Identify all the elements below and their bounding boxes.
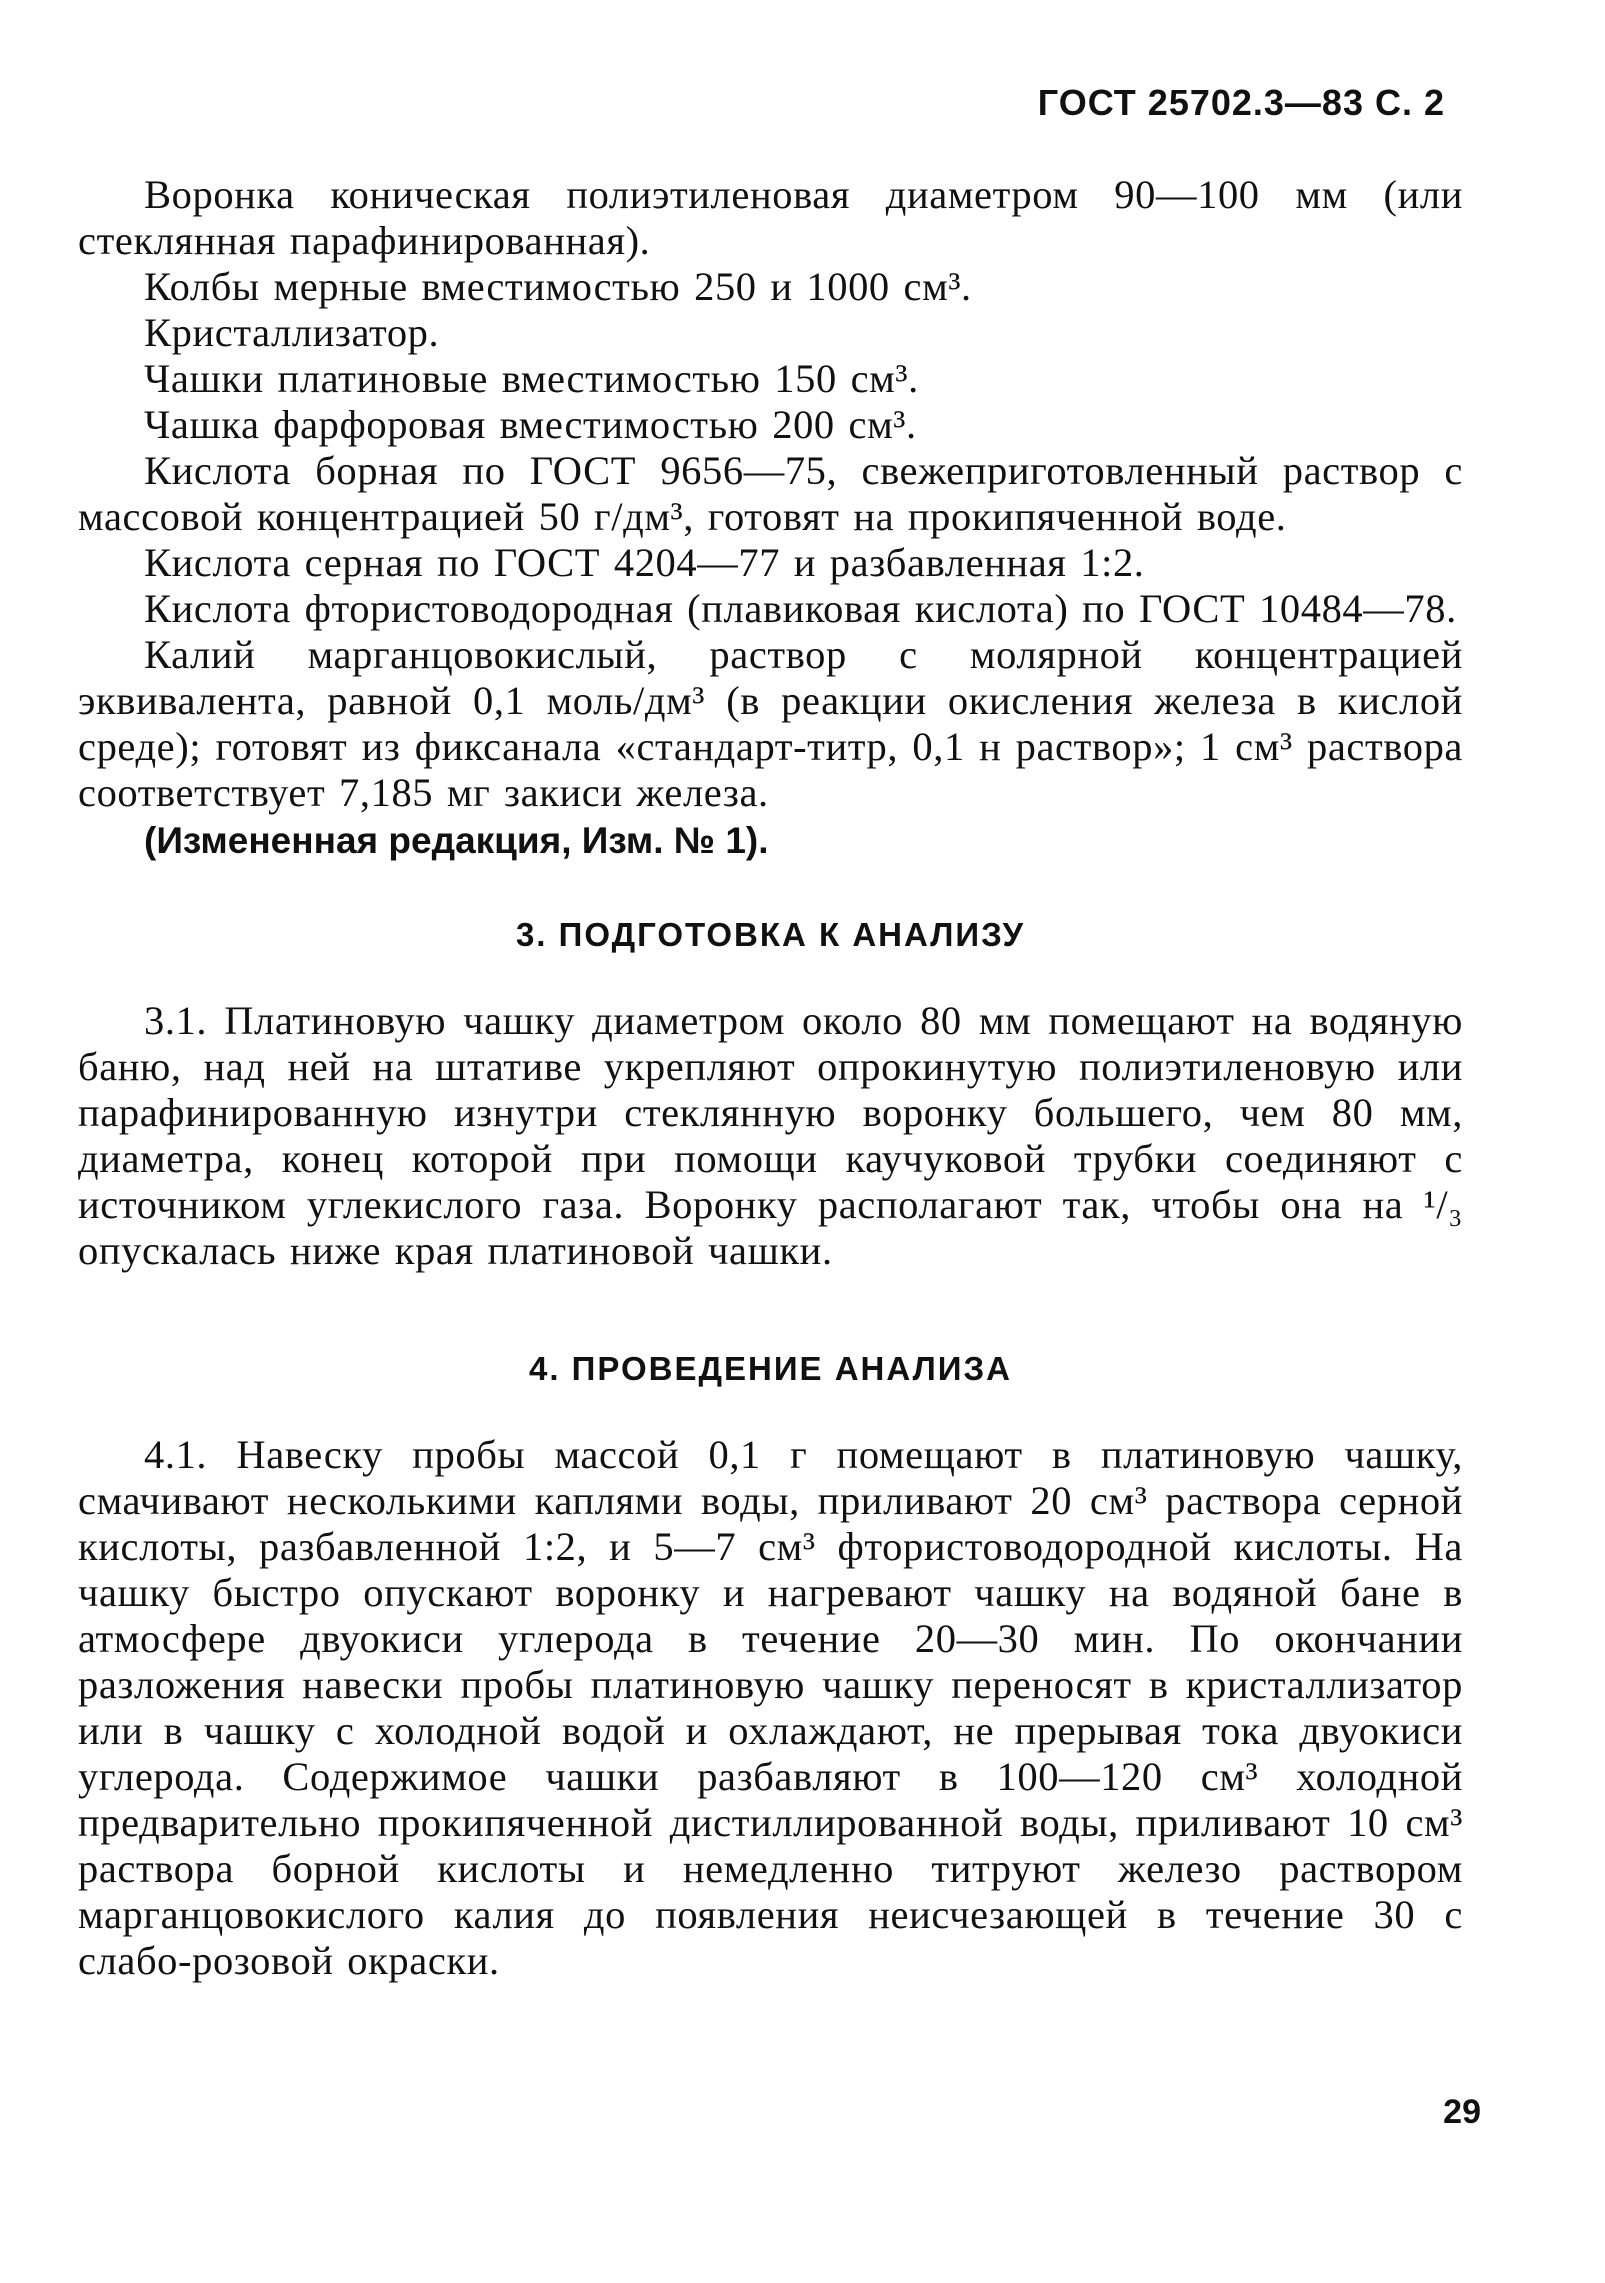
section4-heading: 4. ПРОВЕДЕНИЕ АНАЛИЗА [528, 1350, 1013, 1387]
section4-paragraph: 4.1. Навеску пробы массой 0,1 г помещают в платиновую чашку, смачивают несколькими каплями воды, приливают 20 см³ раствора серной кислоты, разбавленной 1:2, и 5—7 см³ фтористоводородной кислоты. На чашку быстро опускают воронку и нагревают чашку на водяной бане в атмосфере двуокиси углерода в течение 20—30 мин. По окончании разложения навески пробы платиновую чашку переносят в кристаллизатор или в чашку с холодной водой и охлаждают, не прерывая тока двуокиси углерода. Содержимое чашки разбавляют в 100—120 см³ холодной предварительно прокипяченной дистиллированной воды, приливают 10 см³ раствора борной кислоты и немедленно титруют железо раствором марганцовокислого калия до появления неисчезающей в течение 30 с слабо-розовой окраски. [78, 1432, 1463, 1983]
page-number: 29 [1443, 2093, 1481, 2131]
item-sulfuric-acid: Кислота серная по ГОСТ 4204—77 и разбавленная 1:2. [144, 540, 1145, 585]
amendment-note: (Измененная редакция, Изм. № 1). [144, 820, 769, 861]
item-platinum-cups: Чашки платиновые вместимостью 150 см³. [144, 356, 919, 401]
item-crystallizer: Кристаллизатор. [144, 310, 440, 355]
section3-heading: 3. ПОДГОТОВКА К АНАЛИЗУ [515, 916, 1026, 953]
section3-paragraph: 3.1. Платиновую чашку диаметром около 80 мм помещают на водяную баню, над ней на штативе укрепляют опрокинутую полиэтиленовую или парафинированную изнутри стеклянную воронку большего, чем 80 мм, диаметра, конец которой при помощи каучуковой трубки соединяют с источником углекислого газа. Воронку располагают так, чтобы она на ¹/₃ опускалась ниже края платиновой чашки. [78, 998, 1463, 1273]
item-hydrofluoric-acid: Кислота фтористоводородная (плавиковая кислота) по ГОСТ 10484—78. [144, 586, 1457, 631]
item-porcelain-cup: Чашка фарфоровая вместимостью 200 см³. [144, 402, 917, 447]
item-funnel: Воронка коническая полиэтиленовая диаметром 90—100 мм (или стеклянная парафинированная). [78, 172, 1463, 263]
item-potassium-permanganate: Калий марганцовокислый, раствор с молярной концентрацией эквивалента, равной 0,1 моль/дм³ (в реакции окисления железа в кислой среде); готовят из фиксанала «стандарт-титр, 0,1 н раствор»; 1 см³ раствора соответствует 7,185 мг закиси железа. [78, 632, 1463, 815]
page-header: ГОСТ 25702.3—83 С. 2 [1037, 82, 1445, 123]
item-boric-acid: Кислота борная по ГОСТ 9656—75, свежеприготовленный раствор с массовой концентрацией 50 г/дм³, готовят на прокипяченной воде. [78, 448, 1463, 539]
page-content [78, 172, 1463, 1984]
item-flasks: Колбы мерные вместимостью 250 и 1000 см³. [144, 264, 972, 309]
